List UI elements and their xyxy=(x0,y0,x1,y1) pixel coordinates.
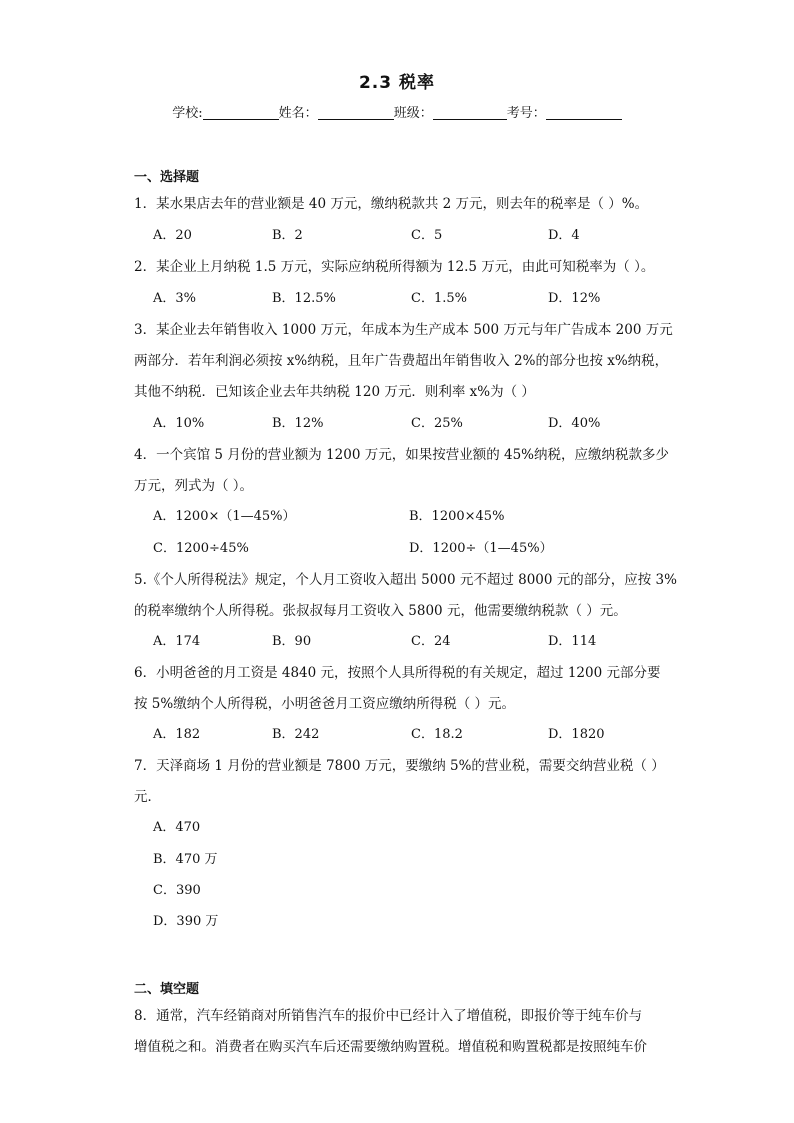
question-3-text-line-1: 3．某企业去年销售收入 1000 万元，年成本为生产成本 500 万元与年广告成本 200 万元 xyxy=(134,322,673,338)
name-blank[interactable] xyxy=(318,105,394,120)
question-2-option-a[interactable]: A．3% xyxy=(153,291,197,306)
question-4-text-line-1: 4．一个宾馆 5 月份的营业额为 1200 万元，如果按营业额的 45%纳税，应缴纳税款多少 xyxy=(134,447,669,463)
question-7-option-b[interactable]: B．470 万 xyxy=(153,852,218,867)
name-label: 姓名： xyxy=(278,106,318,121)
question-4-option-b[interactable]: B．1200×45% xyxy=(409,509,505,524)
question-5-text-line-1: 5.《个人所得税法》规定，个人月工资收入超出 5000 元不超过 8000 元的部分，应按 3% xyxy=(134,572,677,588)
question-7-option-d[interactable]: D．390 万 xyxy=(153,914,219,929)
question-8-text-line-2: 增值税之和。消费者在购买汽车后还需要缴纳购置税。增值税和购置税都是按照纯车价 xyxy=(134,1039,647,1055)
question-6-option-c[interactable]: C．18.2 xyxy=(411,727,463,742)
question-1-option-a[interactable]: A．20 xyxy=(153,228,192,243)
question-3-text-line-3: 其他不纳税．已知该企业去年共纳税 120 万元．则利率 x%为（ ） xyxy=(134,384,535,400)
question-8-text-line-1: 8．通常，汽车经销商对所销售汽车的报价中已经计入了增值税，即报价等于纯车价与 xyxy=(134,1008,643,1024)
question-7-text-line-1: 7．天泽商场 1 月份的营业额是 7800 万元，要缴纳 5%的营业税，需要交纳营业税（ ） xyxy=(134,758,665,774)
question-1-option-d[interactable]: D．4 xyxy=(548,228,580,243)
question-2-option-d[interactable]: D．12% xyxy=(548,291,601,306)
section-heading-fill-in: 二、填空题 xyxy=(134,982,200,997)
question-6-option-a[interactable]: A．182 xyxy=(153,727,201,742)
question-5-option-a[interactable]: A．174 xyxy=(153,634,201,649)
question-1-option-b[interactable]: B．2 xyxy=(272,228,303,243)
question-6-text-line-2: 按 5%缴纳个人所得税，小明爸爸月工资应缴纳所得税（ ）元。 xyxy=(134,696,515,712)
question-1-text: 1．某水果店去年的营业额是 40 万元，缴纳税款共 2 万元，则去年的税率是（ ）%。 xyxy=(134,196,649,212)
student-info-line xyxy=(0,102,794,121)
question-3-option-d[interactable]: D．40% xyxy=(548,416,601,431)
question-7-option-a[interactable]: A．470 xyxy=(153,820,201,835)
question-4-option-c[interactable]: C．1200÷45% xyxy=(153,541,249,556)
question-6-option-d[interactable]: D．1820 xyxy=(548,727,605,742)
question-7-text-line-2: 元． xyxy=(134,789,161,805)
question-4-option-a[interactable]: A．1200×（1—45%） xyxy=(153,509,296,524)
class-label: 班级： xyxy=(393,106,433,121)
exam-number-label: 考号： xyxy=(506,106,546,121)
question-3-option-a[interactable]: A．10% xyxy=(153,416,205,431)
question-2-option-b[interactable]: B．12.5% xyxy=(272,291,336,306)
exam-number-blank[interactable] xyxy=(546,105,622,120)
class-blank[interactable] xyxy=(433,105,507,120)
section-heading-choice: 一、选择题 xyxy=(134,170,200,185)
school-label: 学校: xyxy=(172,106,203,121)
question-4-option-d[interactable]: D．1200÷（1—45%） xyxy=(409,541,553,556)
question-6-option-b[interactable]: B．242 xyxy=(272,727,320,742)
question-5-option-d[interactable]: D．114 xyxy=(548,634,597,649)
question-6-text-line-1: 6．小明爸爸的月工资是 4840 元，按照个人具所得税的有关规定，超过 1200 元部分要 xyxy=(134,665,661,681)
question-4-text-line-2: 万元，列式为（ ）。 xyxy=(134,478,254,494)
page-title: 2.3 税率 xyxy=(358,73,436,93)
question-3-option-b[interactable]: B．12% xyxy=(272,416,324,431)
question-5-text-line-2: 的税率缴纳个人所得税。张叔叔每月工资收入 5800 元，他需要缴纳税款（ ）元。 xyxy=(134,603,627,619)
question-7-option-c[interactable]: C．390 xyxy=(153,883,201,898)
question-2-text: 2．某企业上月纳税 1.5 万元，实际应纳税所得额为 12.5 万元，由此可知税率为（ ）。 xyxy=(134,259,655,275)
question-3-text-line-2: 两部分．若年利润必须按 x%纳税，且年广告费超出年销售收入 2%的部分也按 x%纳税， xyxy=(134,353,669,369)
question-5-option-c[interactable]: C．24 xyxy=(411,634,451,649)
question-5-option-b[interactable]: B．90 xyxy=(272,634,312,649)
question-2-option-c[interactable]: C．1.5% xyxy=(411,291,467,306)
question-1-option-c[interactable]: C．5 xyxy=(411,228,443,243)
school-blank[interactable] xyxy=(203,105,279,120)
question-3-option-c[interactable]: C．25% xyxy=(411,416,463,431)
